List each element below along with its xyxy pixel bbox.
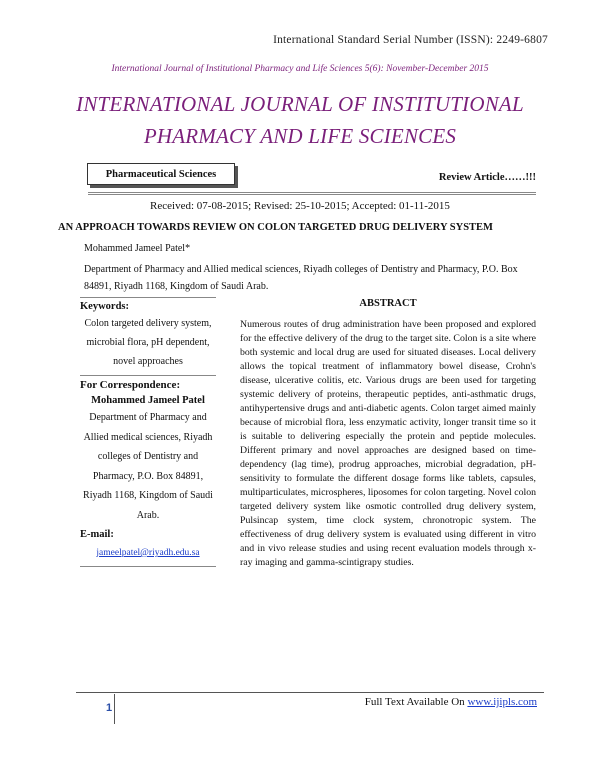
article-title: AN APPROACH TOWARDS REVIEW ON COLON TARGETED DRUG DELIVERY SYSTEM — [58, 222, 493, 233]
journal-title-line1: INTERNATIONAL JOURNAL OF INSTITUTIONAL — [76, 92, 524, 116]
keywords-text: Colon targeted delivery system, microbial flora, pH dependent, novel approaches — [84, 318, 212, 367]
correspondence-address: Department of Pharmacy and Allied medical sciences, Riyadh colleges of Dentistry and Pharmacy, P.O. Box 84891, Riyadh 1168, Kingdom of Saudi Arab. — [83, 412, 213, 521]
fulltext-notice — [365, 696, 537, 708]
abstract-text: Numerous routes of drug administration have been proposed and explored for the effective delivery of the drug to the target site. Colon is a site where both systemic and local drug are used for situated diseases. Local delivery allows the topical treatment of inflammatory bowel disease, Crohn's disease, ulcerative colitis, etc. Various drugs are been used for targeting systemic delivery of proteins, therapeutic peptides, anti-asthmatic drugs, antihypertensive drugs and anti-diabetic agents. Colon target aimed mainly because of microbial flora, less enzymatic activity, longer transit time so it is suitable to delivering especially the protein and peptide molecules. Different primary and novel approaches are designed based on time-dependency (lag time), prodrug approaches, microbial degradation, pH-sensitivity to formulate the different dosage forms like tablets, capsules, multiparticulates, microspheres, liposomes for colon targeting. Novel colon targeted delivery system like osmotic controlled drug delivery system, Pulsincap system, time clock system, chronotropic system. The effectiveness of drug delivery system is evaluated using different in vitro and in vivo release studies and using recent evaluation models through x-ray imaging and gamma-scintigrapy studies. — [240, 319, 536, 568]
category-box — [87, 163, 235, 185]
journal-citation: International Journal of Institutional Pharmacy and Life Sciences 5(6): November-December 2015 — [111, 64, 489, 74]
keywords-heading: Keywords: — [80, 301, 129, 312]
issn-line: International Standard Serial Number (ISSN): 2249-6807 — [273, 34, 548, 46]
article-type: Review Article……!!! — [438, 172, 536, 183]
page-number: 1 — [106, 702, 113, 714]
sidebar-mid-rule — [80, 375, 216, 376]
journal-title-line2: PHARMACY AND LIFE SCIENCES — [143, 124, 457, 148]
journal-website-link[interactable]: www.ijipls.com — [467, 696, 537, 708]
sidebar — [80, 297, 216, 567]
footer-rule — [76, 692, 544, 693]
correspondence-heading: For Correspondence: — [80, 379, 181, 391]
correspondence-name: Mohammed Jameel Patel — [91, 395, 205, 406]
sidebar-top-rule — [80, 297, 216, 298]
email-heading: E-mail: — [80, 529, 114, 540]
article-dates: Received: 07-08-2015; Revised: 25-10-2015; Accepted: 01-11-2015 — [150, 200, 450, 212]
category-label: Pharmaceutical Sciences — [105, 168, 217, 180]
fulltext-prefix: Full Text Available On — [364, 696, 468, 708]
author-name: Mohammed Jameel Patel* — [84, 243, 191, 254]
email-link[interactable]: jameelpatel@riyadh.edu.sa — [96, 548, 200, 558]
header-rule-2 — [88, 194, 536, 195]
sidebar-bottom-rule — [80, 566, 216, 567]
header-rule — [88, 192, 536, 193]
author-affiliation: Department of Pharmacy and Allied medical sciences, Riyadh colleges of Dentistry and Pharmacy, P.O. Box 84891, Riyadh 1168, Kingdom of Saudi Arab. — [84, 264, 518, 292]
abstract-heading: ABSTRACT — [359, 298, 417, 309]
